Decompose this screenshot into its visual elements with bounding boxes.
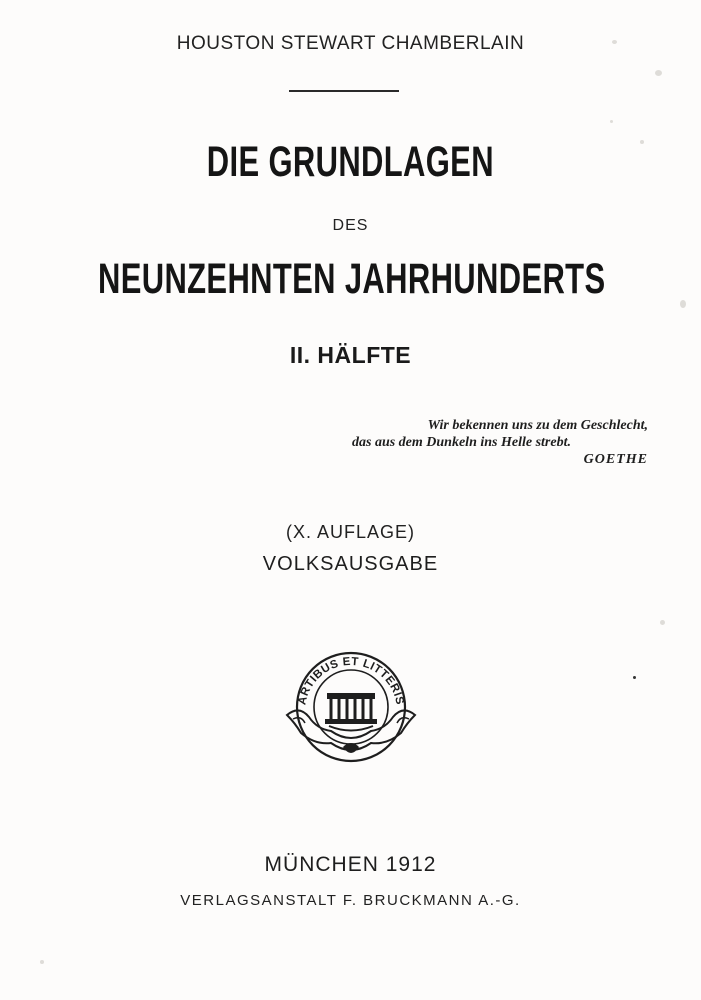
epigraph-line-1: Wir bekennen uns zu dem Geschlecht, — [427, 418, 648, 433]
edition-type: VOLKSAUSGABE — [262, 553, 439, 575]
publisher-emblem-icon — [283, 649, 419, 765]
title-line-1: DIE GRUNDLAGEN — [206, 138, 494, 186]
paper-speck — [610, 120, 613, 123]
paper-speck — [40, 960, 44, 964]
title-line-3: NEUNZEHNTEN JAHRHUNDERTS — [97, 255, 606, 303]
paper-speck — [633, 676, 636, 679]
title-line-2: DES — [332, 217, 369, 234]
author-name: HOUSTON STEWART CHAMBERLAIN — [176, 33, 525, 54]
epigraph-line-2: das aus dem Dunkeln ins Helle strebt. — [352, 435, 571, 450]
paper-speck — [655, 70, 662, 76]
paper-speck — [660, 620, 665, 625]
epigraph-attribution: GOETHE — [583, 452, 648, 467]
epigraph — [352, 417, 648, 468]
svg-text:ARTIBUS ET LITTERIS: ARTIBUS ET LITTERIS — [296, 655, 406, 706]
title-rule — [289, 90, 399, 92]
paper-speck — [680, 300, 686, 308]
edition-label: (X. AUFLAGE) — [285, 522, 416, 542]
paper-speck — [640, 140, 644, 144]
publisher-name: VERLAGSANSTALT F. BRUCKMANN A.-G. — [180, 892, 521, 909]
place-and-year: MÜNCHEN 1912 — [264, 853, 437, 876]
volume-label: II. HÄLFTE — [289, 342, 412, 368]
